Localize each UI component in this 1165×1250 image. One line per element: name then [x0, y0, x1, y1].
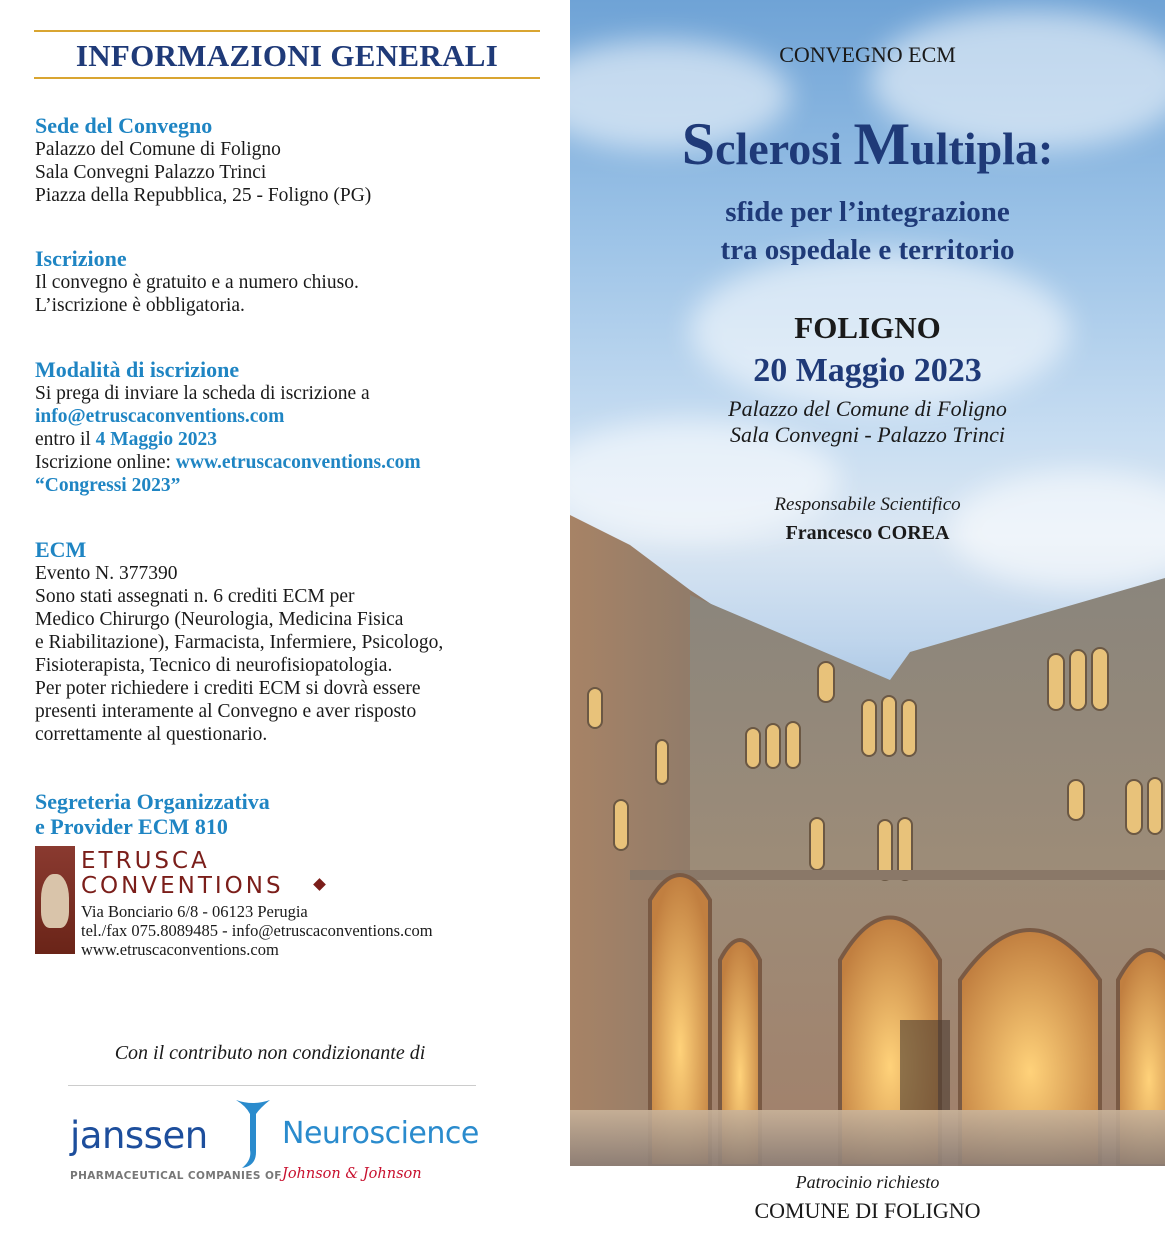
event-subtitle: sfide per l’integrazione: [725, 196, 1010, 228]
event-type: CONVEGNO ECM: [779, 42, 956, 67]
modalita-heading: Modalità di iscrizione: [35, 357, 240, 382]
sede-line: Palazzo del Comune di Foligno: [35, 139, 281, 160]
segreteria-heading: Segreteria Organizzativa: [35, 789, 270, 814]
venue-line: Sala Convegni - Palazzo Trinci: [730, 422, 1005, 447]
title-initial-s: S: [681, 111, 716, 177]
contributo-text: Con il contributo non condizionante di: [114, 1042, 426, 1064]
address-line: Via Bonciario 6/8 - 06123 Perugia: [81, 902, 308, 921]
iscrizione-line: L’iscrizione è obbligatoria.: [35, 295, 245, 316]
diamond-icon: [313, 878, 326, 891]
pharma-text: PHARMACEUTICAL COMPANIES OF: [70, 1170, 282, 1182]
deadline-date: 4 Maggio 2023: [95, 429, 217, 450]
responsabile-label: Responsabile Scientifico: [774, 494, 961, 515]
website-link[interactable]: www.etruscaconventions.com: [175, 452, 421, 473]
sede-heading: Sede del Convegno: [35, 113, 213, 138]
segreteria-section: [35, 789, 555, 839]
ecm-line: Medico Chirurgo (Neurologia, Medicina Fisica: [35, 609, 404, 630]
info-header: INFORMAZIONI GENERALI: [75, 38, 499, 73]
janssen-wordmark: janssen: [70, 1114, 208, 1157]
title-part: clerosi: [715, 123, 854, 174]
online-prefix: Iscrizione online:: [35, 452, 176, 473]
ecm-line: correttamente al questionario.: [35, 724, 268, 745]
address-contact: tel./fax 075.8089485 - info@etruscaconventions.com: [81, 921, 433, 940]
ecm-line: Evento N. 377390: [35, 563, 178, 584]
iscrizione-heading: Iscrizione: [35, 246, 127, 271]
neuroscience-wordmark: Neuroscience: [282, 1116, 479, 1151]
ecm-line: Sono stati assegnati n. 6 crediti ECM per: [35, 586, 355, 607]
event-subtitle: tra ospedale e territorio: [720, 234, 1015, 266]
etrusca-logo: [35, 846, 555, 959]
event-title: [570, 111, 1165, 177]
ecm-line: e Riabilitazione), Farmacista, Infermiere, Psicologo,: [35, 632, 444, 653]
event-date: 20 Maggio 2023: [753, 352, 982, 389]
segreteria-heading: e Provider ECM 810: [35, 814, 228, 839]
title-part: ultipla:: [910, 123, 1054, 174]
ecm-line: Fisioterapista, Tecnico di neurofisiopatologia.: [35, 655, 393, 676]
ecm-section: [35, 537, 555, 746]
logo-text-etrusca: ETRUSCA: [81, 848, 210, 874]
event-venue: [570, 396, 1165, 448]
title-initial-m: M: [853, 111, 911, 177]
sede-line: Piazza della Repubblica, 25 - Foligno (PG): [35, 185, 372, 206]
header-rule-bottom: [34, 77, 540, 79]
event-city: FOLIGNO: [794, 310, 941, 345]
responsabile-name: Francesco COREA: [785, 522, 950, 544]
address-website: www.etruscaconventions.com: [81, 940, 279, 959]
ecm-heading: ECM: [35, 537, 87, 562]
logo-text-conventions: CONVENTIONS: [81, 873, 284, 899]
jnj-logo: Johnson & Johnson: [282, 1166, 422, 1182]
sede-line: Sala Convegni Palazzo Trinci: [35, 162, 267, 183]
modalita-section: [35, 357, 555, 497]
ecm-line: Per poter richiedere i crediti ECM si dovrà essere: [35, 678, 421, 699]
organizer-address: [81, 902, 433, 959]
email-link[interactable]: info@etruscaconventions.com: [35, 406, 285, 427]
venue-line: Palazzo del Comune di Foligno: [728, 396, 1007, 421]
congressi-label: “Congressi 2023”: [35, 475, 181, 496]
ecm-line: presenti interamente al Convegno e aver risposto: [35, 701, 417, 722]
iscrizione-section: [35, 246, 555, 317]
janssen-mark-icon: [230, 1094, 276, 1172]
cover-panel: [570, 0, 1165, 1166]
modalita-line: Si prega di inviare la scheda di iscrizione a: [35, 383, 370, 404]
entro-prefix: entro il: [35, 429, 96, 450]
patrocinio-comune: COMUNE DI FOLIGNO: [754, 1198, 981, 1223]
iscrizione-line: Il convegno è gratuito e a numero chiuso.: [35, 272, 359, 293]
etrusca-head-image: [35, 846, 75, 954]
patrocinio-label: Patrocinio richiesto: [795, 1172, 940, 1192]
sede-section: [35, 113, 555, 207]
header-rule-top: [34, 30, 540, 32]
info-panel: [0, 0, 570, 1250]
janssen-logo: [68, 1085, 479, 1194]
